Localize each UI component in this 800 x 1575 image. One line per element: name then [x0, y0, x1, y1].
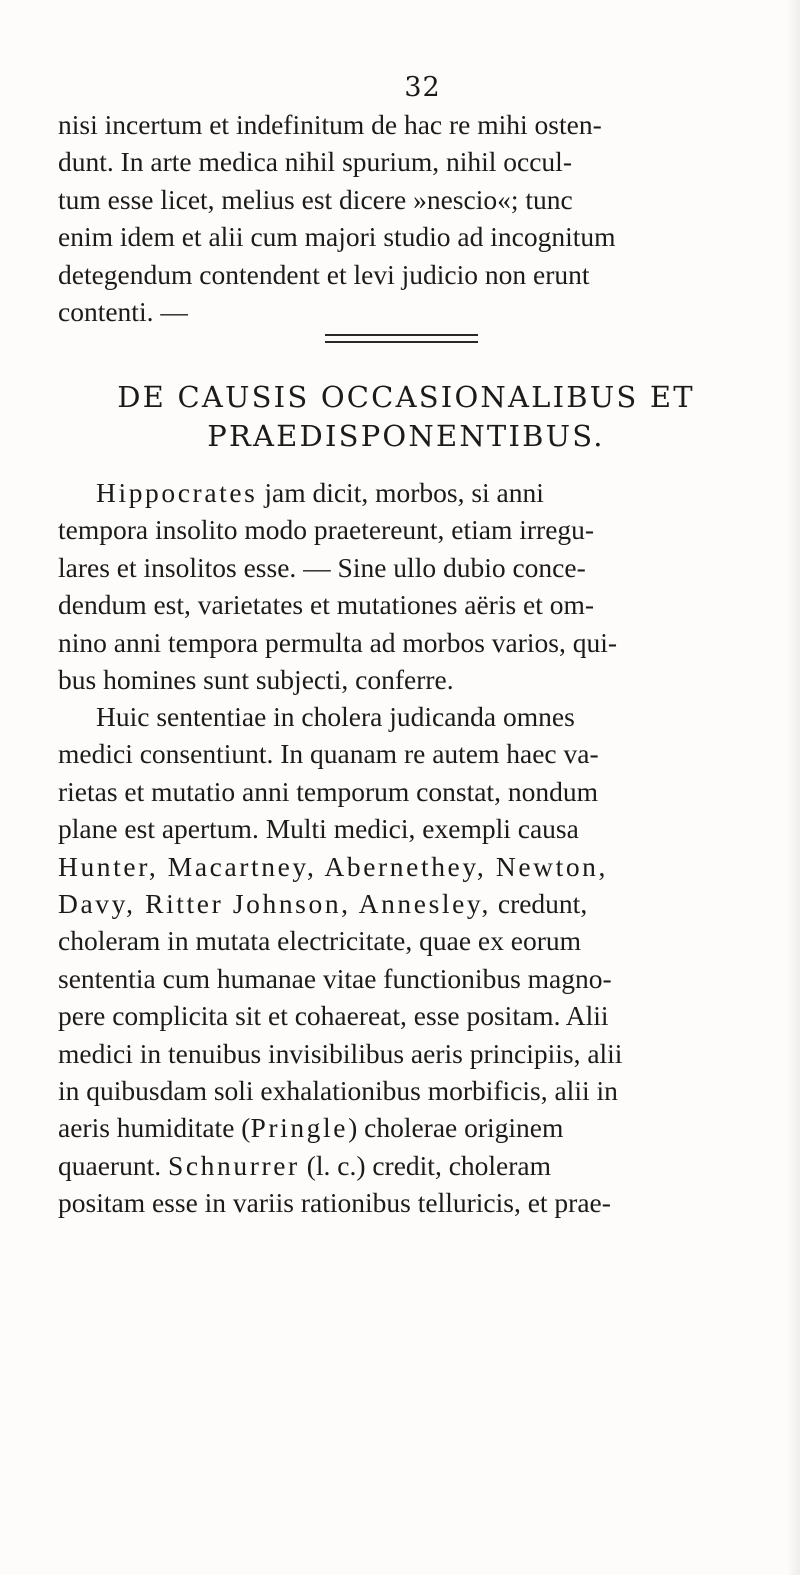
text-line: Huic sententiae in cholera judicanda omnes	[96, 701, 575, 732]
text-span: credunt,	[490, 888, 588, 920]
intro-paragraph	[58, 106, 800, 330]
text-line	[58, 885, 800, 922]
text-line: tempora insolito modo praetereunt, etiam irregu-	[58, 514, 595, 546]
text-line: enim idem et alii cum majori studio ad incognitum	[58, 221, 616, 253]
text-span: quaerunt.	[58, 1149, 168, 1181]
text-line	[58, 474, 800, 511]
text-line: nino anni tempora permulta ad morbos varios, qui-	[58, 626, 618, 658]
text-span: jam dicit, morbos, si anni	[257, 477, 544, 508]
author-name: Pringle	[250, 1112, 349, 1144]
text-line	[58, 1147, 800, 1184]
text-line: pere complicita sit et cohaereat, esse positam. Alii	[58, 1000, 609, 1032]
page-number: 32	[404, 72, 441, 103]
author-name: Hippocrates	[96, 477, 258, 508]
text-line: in quibusdam soli exhalationibus morbificis, alii in	[58, 1075, 618, 1107]
text-line: dunt. In arte medica nihil spurium, nihil occul-	[58, 146, 572, 178]
text-line: rietas et mutatio anni temporum constat, nondum	[58, 775, 598, 807]
text-line: positam esse in variis rationibus telluricis, et prae-	[58, 1187, 611, 1219]
text-line: choleram in mutata electricitate, quae ex eorum	[58, 925, 582, 957]
text-line: bus homines sunt subjecti, conferre.	[58, 664, 454, 696]
author-name: Schnurrer	[167, 1149, 300, 1181]
text-line: nisi incertum et indefinitum de hac re mihi osten-	[58, 109, 602, 140]
section-heading-line-2: PRAEDISPONENTIBUS.	[207, 419, 605, 453]
text-line: lares et insolitos esse. — Sine ullo dubio conce-	[58, 551, 586, 583]
text-line: medici in tenuibus invisibilibus aeris principiis, alii	[58, 1037, 623, 1069]
text-line: sententia cum humanae vitae functionibus magno-	[58, 962, 612, 994]
rule-bottom	[325, 341, 478, 343]
text-span: aeris humiditate (	[58, 1112, 251, 1144]
section-heading-line-1: DE CAUSIS OCCASIONALIBUS ET	[117, 380, 695, 414]
paragraph-hippocrates	[58, 474, 800, 698]
text-span: ) cholerae originem	[348, 1112, 564, 1144]
text-line: detegendum contendent et levi judicio non erunt	[58, 258, 590, 290]
text-line: plane est apertum. Multi medici, exempli causa	[58, 813, 579, 845]
paragraph-cholera	[58, 698, 800, 1222]
author-names: Davy, Ritter Johnson, Annesley,	[58, 888, 491, 920]
rule-top	[325, 334, 478, 336]
author-names-line: Hunter, Macartney, Abernethey, Newton,	[58, 850, 609, 882]
page-edge-shadow	[786, 0, 800, 1575]
text-line: contenti. —	[58, 296, 188, 328]
text-line: tum esse licet, melius est dicere »nescio«; tunc	[58, 183, 573, 215]
text-line: dendum est, varietates et mutationes aëris et om-	[58, 589, 595, 621]
text-span: (l. c.) credit, choleram	[299, 1149, 552, 1181]
text-line: medici consentiunt. In quanam re autem haec va-	[58, 738, 599, 770]
text-line	[58, 1109, 800, 1146]
